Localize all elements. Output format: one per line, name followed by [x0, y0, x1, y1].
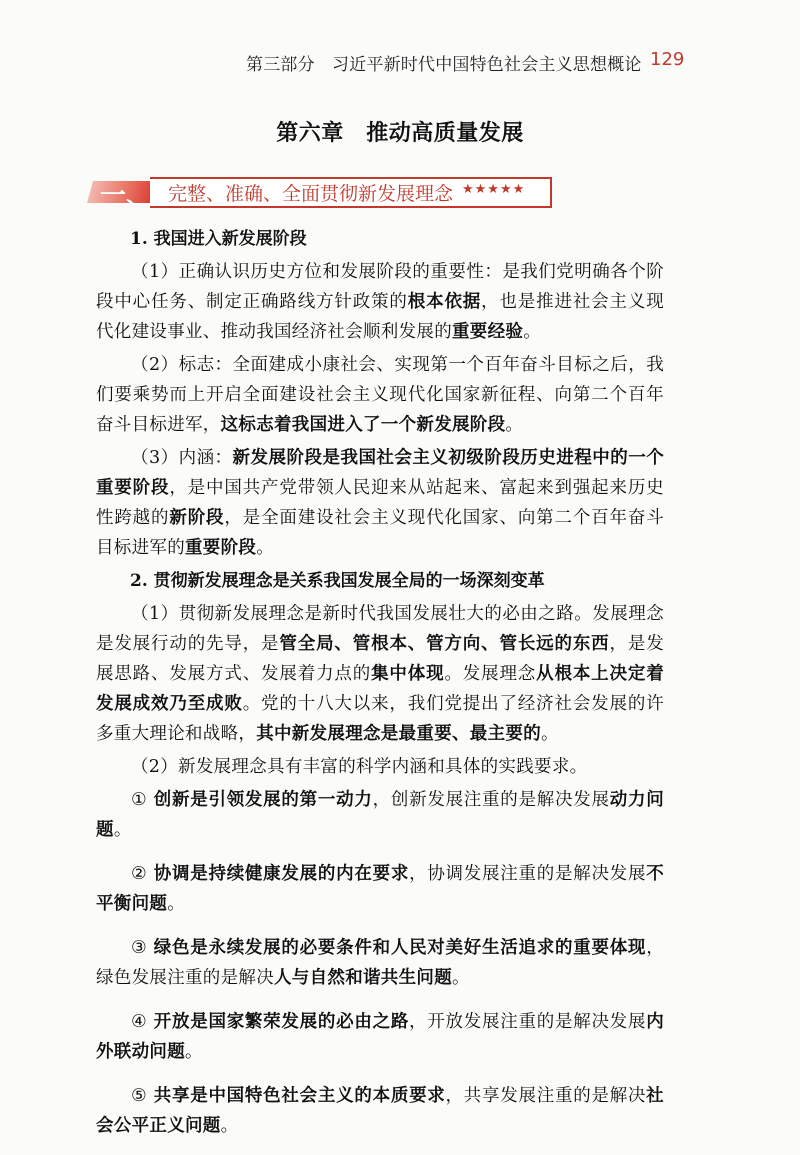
item-marker: ③ — [131, 938, 154, 958]
item-bold-d: 不平衡问题 — [96, 864, 664, 914]
p4-bold-d: 集中体现 — [371, 664, 445, 684]
list-item — [96, 785, 664, 845]
item-marker: ④ — [131, 1012, 154, 1032]
p2-text-c: 。 — [505, 415, 524, 435]
item-bold-d: 内外联动问题 — [96, 1012, 664, 1062]
item-text-e: 。 — [167, 894, 186, 914]
p1-text-e: 。 — [523, 322, 542, 342]
p1-bold-b: 根本依据 — [407, 292, 482, 312]
chapter-title: 第六章 推动高质量发展 — [276, 121, 524, 146]
item-text-e: 。 — [452, 968, 470, 988]
subheading-2: 2. 贯彻新发展理念是关系我国发展全局的一场深刻变革 — [130, 571, 545, 591]
p4-bold-b: 管全局、管根本、管方向、管长远的东西 — [279, 634, 610, 654]
p4-bold-h: 其中新发展理念是最重要、最主要的 — [256, 724, 542, 744]
p3-text-e: ，是全面建设社会主义现代化国家、向第二个百年奋斗目标进军的 — [96, 508, 664, 558]
item-bold-d: 人与自然和谐共生问题 — [274, 968, 452, 988]
section-title: 完整、准确、全面贯彻新发展理念 — [168, 183, 454, 205]
item-text-c: ，开放发展注重的是解决发展 — [409, 1012, 647, 1032]
item-bold-b: 绿色是永续发展的必要条件和人民对美好生活追求的重要体现 — [153, 938, 647, 958]
section-number: 一、 — [100, 181, 153, 211]
item-bold-b: 开放是国家繁荣发展的必由之路 — [153, 1012, 410, 1032]
paragraph-3 — [96, 443, 664, 563]
p3-text-a: （3）内涵： — [131, 448, 233, 468]
page-header — [0, 50, 800, 74]
p2-text-a: （2）标志：全面建成小康社会、实现第一个百年奋斗目标之后，我们要乘势而上开启全面建设社会主义现代化国家新征程、向第二个百年奋斗目标进军， — [96, 355, 664, 435]
subheading-1: 1. 我国进入新发展阶段 — [130, 229, 307, 249]
p3-bold-b: 新发展阶段是我国社会主义初级阶段历史进程中的一个重要阶段 — [96, 448, 664, 498]
item-marker: ① — [131, 790, 154, 810]
section-banner — [90, 175, 552, 211]
item-marker: ⑤ — [131, 1086, 154, 1106]
item-text-e: 。 — [113, 820, 132, 840]
p4-text-c: ，是发展思路、发展方式、发展着力点的 — [96, 634, 665, 684]
p1-bold-d: 重要经验 — [452, 322, 524, 342]
importance-stars-icon: ★★★★★ — [462, 182, 526, 197]
page-number: 129 — [650, 49, 685, 70]
p3-text-c: ，是中国共产党带领人民迎来从站起来、富起来到强起来历史性跨越的 — [96, 478, 664, 528]
item-text-e: 。 — [185, 1042, 203, 1062]
paragraph-4 — [96, 599, 664, 749]
p4-text-i: 。 — [541, 724, 559, 744]
paragraph-5: （2）新发展理念具有丰富的科学内涵和具体的实践要求。 — [131, 757, 588, 777]
item-bold-b: 共享是中国特色社会主义的本质要求 — [153, 1086, 446, 1106]
p3-text-g: 。 — [256, 538, 275, 558]
p4-text-g: 。党的十八大以来，我们党提出了经济社会发展的许多重大理论和战略， — [96, 694, 664, 744]
p2-bold-b: 这标志着我国进入了一个新发展阶段 — [220, 415, 506, 435]
item-text-e: 。 — [220, 1116, 239, 1136]
p4-bold-f: 从根本上决定着发展成效乃至成败 — [96, 664, 664, 714]
list-item — [96, 859, 664, 919]
item-bold-b: 协调是持续健康发展的内在要求 — [153, 864, 410, 884]
item-text-c: ，共享发展注重的是解决 — [445, 1086, 647, 1106]
paragraph-1 — [96, 257, 664, 347]
p4-text-a: （1）贯彻新发展理念是新时代我国发展壮大的必由之路。发展理念是发展行动的先导，是 — [96, 604, 664, 654]
p1-text-a: （1）正确认识历史方位和发展阶段的重要性：是我们党明确各个阶段中心任务、制定正确路线方针政策的 — [96, 262, 664, 312]
list-item — [96, 1007, 664, 1067]
p3-bold-d: 新阶段 — [169, 508, 225, 528]
p4-text-e: 。发展理念 — [444, 664, 537, 684]
list-item — [96, 1081, 664, 1141]
list-item — [96, 933, 664, 993]
p3-bold-f: 重要阶段 — [185, 538, 257, 558]
item-bold-d: 社会公平正义问题 — [96, 1086, 664, 1136]
paragraph-2 — [96, 350, 664, 440]
item-bold-b: 创新是引领发展的第一动力 — [153, 790, 373, 810]
item-marker: ② — [131, 864, 154, 884]
item-text-c: ，协调发展注重的是解决发展 — [409, 864, 647, 884]
item-text-c: ，创新发展注重的是解决发展 — [372, 790, 610, 810]
item-bold-d: 动力问题 — [96, 790, 664, 840]
item-text-c: ，绿色发展注重的是解决 — [96, 938, 664, 988]
p1-text-c: ，也是推进社会主义现代化建设事业、推动我国经济社会顺利发展的 — [96, 292, 664, 342]
running-title: 第三部分 习近平新时代中国特色社会主义思想概论 — [246, 55, 642, 75]
main-content — [96, 224, 664, 1155]
